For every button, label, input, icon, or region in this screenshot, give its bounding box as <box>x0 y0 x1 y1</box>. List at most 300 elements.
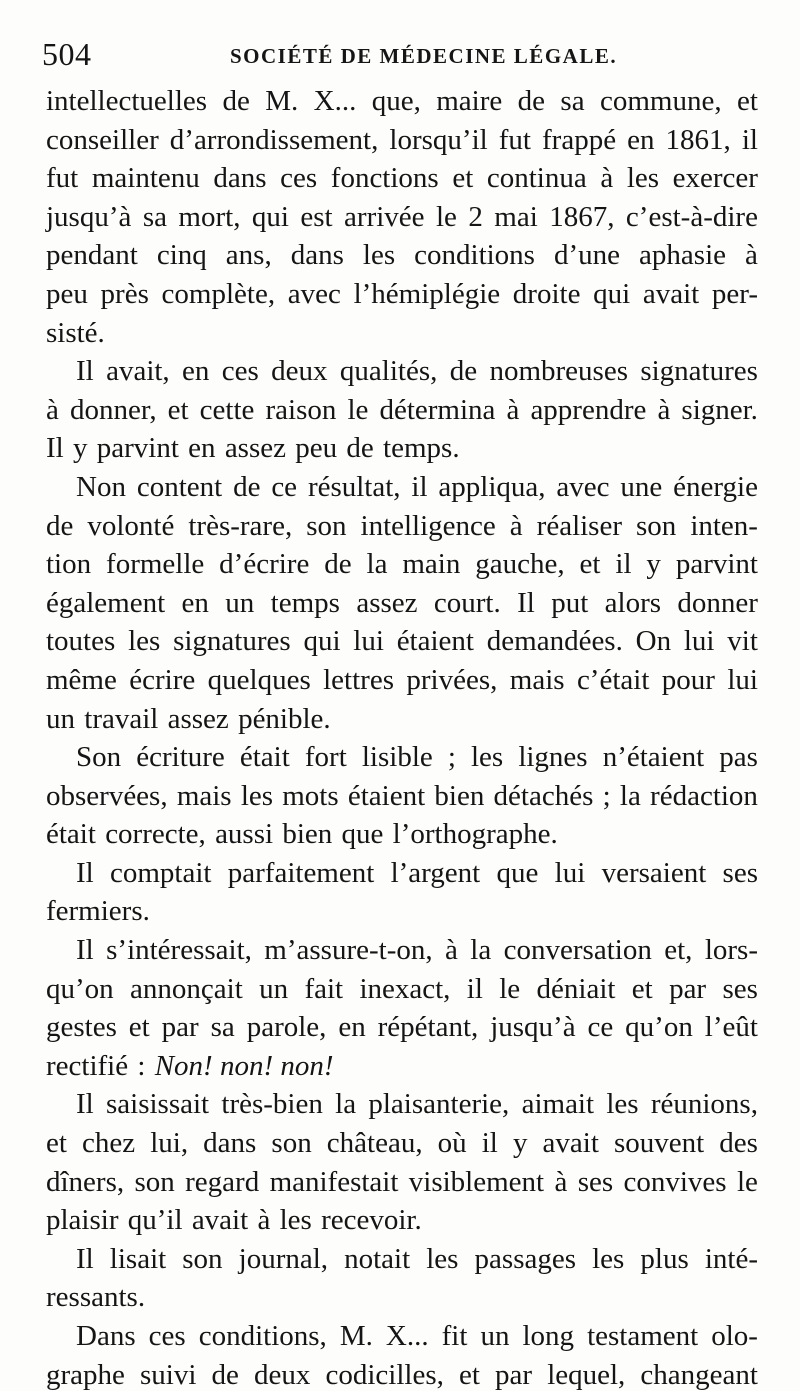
word: lisible <box>361 741 433 774</box>
word: signatures <box>640 355 758 388</box>
word: intellectuelles <box>46 85 208 117</box>
word: journal, <box>238 1242 329 1275</box>
word: par <box>669 972 707 1005</box>
word: saisissait <box>106 1088 210 1121</box>
word: travail <box>84 702 159 735</box>
word: son <box>271 1127 312 1160</box>
word: jusqu’à <box>490 1011 576 1044</box>
running-title: SOCIÉTÉ DE MÉDECINE LÉGALE. <box>230 44 618 68</box>
word: des <box>719 1127 758 1160</box>
word: inten- <box>690 509 758 542</box>
text-line <box>46 584 758 623</box>
word: et <box>46 1127 67 1160</box>
italic-exclamation: Non! non! non! <box>154 1049 334 1082</box>
text-line <box>46 1085 758 1124</box>
page-number: 504 <box>42 36 92 72</box>
word: qu’on <box>625 1011 693 1044</box>
word: donner, <box>69 393 157 426</box>
word: il <box>411 470 428 503</box>
word: il <box>741 123 758 156</box>
word: commune, <box>599 85 722 117</box>
word: en <box>182 355 210 388</box>
word: réunions, <box>650 1088 758 1121</box>
word: de <box>517 85 546 117</box>
text-line <box>46 82 758 121</box>
word: recevoir. <box>321 1204 422 1237</box>
word: l’argent <box>390 856 481 889</box>
text-line <box>46 1047 758 1086</box>
word: de <box>346 432 374 465</box>
word: gauche, <box>475 548 565 581</box>
word: tion <box>46 548 92 581</box>
word: lui <box>554 856 586 889</box>
word: qualités, <box>339 355 438 388</box>
text-line <box>46 815 758 854</box>
word: à <box>657 393 671 426</box>
word: et <box>631 972 653 1005</box>
word: regard <box>185 1165 260 1198</box>
word: arrivée <box>344 200 425 233</box>
word: aphasie <box>639 239 727 272</box>
word: : <box>137 1049 146 1082</box>
word: Il <box>76 1088 94 1121</box>
word: apprendre <box>530 393 647 426</box>
word: ce <box>587 1011 614 1044</box>
word: ce <box>271 470 298 503</box>
word: Il <box>76 934 94 967</box>
word: par <box>161 1011 199 1044</box>
body-text <box>46 82 758 1394</box>
word: son <box>182 1242 223 1275</box>
word: avait <box>642 277 700 310</box>
word: avait <box>542 1127 599 1160</box>
word: et <box>736 85 758 117</box>
word: souvent <box>613 1127 705 1160</box>
word: graphe <box>46 1358 125 1391</box>
word: Son <box>76 741 122 774</box>
word: temps <box>270 586 340 619</box>
word: à <box>745 239 758 272</box>
word: les <box>626 162 660 195</box>
word: peu <box>46 277 88 310</box>
word: temps. <box>383 432 460 465</box>
word: aussi <box>215 818 274 851</box>
word: fermiers. <box>46 895 150 928</box>
word: parfaitement <box>227 856 375 889</box>
word: mai <box>494 200 538 233</box>
word: écrire <box>129 663 196 696</box>
text-line <box>46 931 758 970</box>
word: qui <box>593 277 631 310</box>
word: assez <box>356 586 418 619</box>
word: inté- <box>704 1242 758 1275</box>
word: dans <box>290 239 344 272</box>
word: 1861, <box>665 123 731 156</box>
word: deux <box>271 355 328 388</box>
word: également <box>46 586 166 619</box>
word: n’étaient <box>602 741 705 774</box>
word: et <box>167 393 189 426</box>
word: les <box>279 1204 312 1237</box>
word: lui <box>683 625 715 658</box>
word: lui <box>353 625 384 658</box>
word: deux <box>254 1358 311 1391</box>
word: s’intéressait, <box>106 934 252 967</box>
word: par <box>495 1358 533 1391</box>
text-line <box>46 236 758 275</box>
text-line <box>46 1317 758 1356</box>
word: dans <box>203 1127 257 1160</box>
word: lisait <box>109 1242 167 1275</box>
word: étaient <box>347 779 426 812</box>
word: une <box>620 470 663 503</box>
word: vit <box>727 625 758 658</box>
text-line <box>46 854 758 893</box>
word: un <box>480 1320 510 1352</box>
word: avec <box>287 277 341 310</box>
word: Il <box>76 856 94 889</box>
word: à <box>257 1204 271 1237</box>
word: ces <box>221 355 259 388</box>
word: 1867, <box>549 200 615 233</box>
text-line <box>46 1008 758 1047</box>
text-line <box>46 1278 758 1317</box>
word: jusqu’à <box>46 200 132 233</box>
word: m’assure-t-on, <box>264 934 433 967</box>
word: parvint <box>675 548 758 581</box>
word: lui <box>727 663 758 696</box>
word: conditions, <box>198 1320 327 1352</box>
word: et, <box>664 934 693 967</box>
word: c’était <box>576 663 650 696</box>
word: résultat, <box>307 470 401 503</box>
word: M. <box>265 85 299 117</box>
word: X... <box>385 1320 429 1352</box>
word: que <box>341 818 384 851</box>
word: il <box>466 972 483 1005</box>
word: cette <box>199 393 255 426</box>
word: en <box>188 432 216 465</box>
word: sa <box>142 200 167 233</box>
word: l’hémiplégie <box>353 277 501 310</box>
word: même <box>46 663 117 696</box>
word: passages <box>474 1242 577 1275</box>
word: mais <box>176 779 232 812</box>
word: conditions <box>414 239 535 272</box>
text-line <box>46 314 758 353</box>
word: très-bien <box>221 1088 323 1121</box>
word: On <box>635 625 672 658</box>
word: appliqua, <box>438 470 546 503</box>
word: sa <box>560 85 585 117</box>
text-line <box>46 1356 758 1394</box>
word: fut <box>46 162 79 195</box>
word: en <box>338 1011 366 1044</box>
word: la <box>470 934 492 967</box>
word: maire <box>436 85 503 117</box>
word: convives <box>623 1165 727 1198</box>
word: fut <box>498 123 531 156</box>
word: lequel, <box>547 1358 626 1391</box>
word: M. <box>339 1320 373 1352</box>
text-line <box>46 507 758 546</box>
text-line <box>46 1124 758 1163</box>
word: déniait <box>536 972 616 1005</box>
text-line <box>46 622 758 661</box>
word: peu <box>295 432 338 465</box>
word: plaisir <box>46 1204 119 1237</box>
text-line <box>46 159 758 198</box>
word: lignes <box>518 741 588 774</box>
word: pendant <box>46 239 138 272</box>
word: lorsqu’il <box>389 123 488 156</box>
word: bien <box>282 818 333 851</box>
word: alors <box>604 586 662 619</box>
word: put <box>551 586 589 619</box>
word: les <box>240 779 274 812</box>
word: les <box>606 1088 639 1121</box>
word: le <box>736 1165 758 1198</box>
word: rectifié <box>46 1049 129 1082</box>
word: codicilles, <box>325 1358 444 1391</box>
word: nombreuses <box>489 355 628 388</box>
word: ces <box>148 1320 186 1352</box>
word: parvint <box>96 432 179 465</box>
word: notait <box>344 1242 411 1275</box>
word: chez <box>82 1127 136 1160</box>
word: à <box>445 934 458 967</box>
word: le <box>435 200 457 233</box>
word: les <box>362 239 396 272</box>
word: plus <box>640 1242 689 1275</box>
text-line <box>46 468 758 507</box>
word: y <box>512 1127 528 1160</box>
running-head <box>34 36 764 76</box>
word: fort <box>304 741 347 774</box>
word: de <box>233 470 261 503</box>
word: près <box>100 277 149 310</box>
word: écriture <box>136 741 225 774</box>
word: énergie <box>673 470 758 503</box>
word: olo- <box>711 1320 758 1352</box>
word: qu’il <box>127 1204 183 1237</box>
word: mort, <box>178 200 241 233</box>
word: était <box>46 818 96 851</box>
text-line <box>46 429 758 468</box>
word: son <box>306 509 347 542</box>
word: d’écrire <box>219 548 310 581</box>
word: et <box>579 548 601 581</box>
text-line <box>46 275 758 314</box>
word: volonté <box>87 509 175 542</box>
word: y <box>72 432 88 465</box>
word: qui <box>251 200 289 233</box>
word: le <box>347 393 369 426</box>
word: bien <box>434 779 485 812</box>
word: ; <box>602 779 611 812</box>
word: et <box>459 1358 480 1391</box>
word: ans, <box>225 239 272 272</box>
word: qui <box>303 625 341 658</box>
word: court. <box>433 586 501 619</box>
word: un <box>46 702 75 735</box>
word: réaliser <box>536 509 623 542</box>
word: ressants. <box>46 1281 146 1314</box>
word: cinq <box>156 239 207 272</box>
word: à <box>600 162 614 195</box>
word: et <box>128 1011 150 1044</box>
word: versaient <box>601 856 707 889</box>
word: testament <box>587 1320 699 1352</box>
word: long <box>522 1320 575 1352</box>
word: demandées. <box>486 625 623 658</box>
word: qu’on <box>46 972 114 1005</box>
word: étaient <box>396 625 474 658</box>
text-line <box>46 970 758 1009</box>
text-line <box>46 661 758 700</box>
word: conversation <box>503 934 652 967</box>
word: privées, <box>406 663 498 696</box>
word: toutes <box>46 625 116 658</box>
word: les <box>471 741 504 774</box>
word: ses <box>722 856 758 889</box>
word: visiblement <box>408 1165 545 1198</box>
word: lors- <box>704 934 758 967</box>
word: lettres <box>323 663 394 696</box>
word: main <box>402 548 461 581</box>
text-line <box>46 1201 758 1240</box>
word: lui, <box>150 1127 189 1160</box>
word: raison <box>265 393 337 426</box>
word: son <box>636 509 677 542</box>
word: détachés <box>493 779 594 812</box>
word: en <box>181 586 209 619</box>
text-line <box>46 121 758 160</box>
word: maintenu <box>91 162 200 195</box>
word: frappé <box>542 123 617 156</box>
word: il <box>615 548 632 581</box>
word: Non <box>76 470 126 503</box>
word: per- <box>711 277 758 310</box>
word: où <box>437 1127 467 1160</box>
word: l’eût <box>704 1011 758 1044</box>
word: son <box>134 1165 175 1198</box>
word: en <box>627 123 655 156</box>
text-line <box>46 391 758 430</box>
word: mais <box>509 663 565 696</box>
word: sa <box>210 1011 235 1044</box>
word: la <box>335 1088 357 1121</box>
word: détermina <box>379 393 496 426</box>
word: il <box>481 1127 498 1160</box>
word: donner <box>677 586 758 619</box>
word: assez <box>167 702 229 735</box>
word: conseiller <box>46 123 159 156</box>
text-line <box>46 700 758 739</box>
word: avec <box>556 470 610 503</box>
text-line <box>46 545 758 584</box>
word: content <box>136 470 223 503</box>
word: manifestait <box>269 1165 399 1198</box>
word: à <box>509 509 523 542</box>
word: correcte, <box>105 818 206 851</box>
word: ses <box>722 972 758 1005</box>
word: que, <box>371 85 421 117</box>
word: changeant <box>640 1358 758 1391</box>
word: rédaction <box>650 779 758 812</box>
word: observées, <box>46 779 168 812</box>
word: était <box>239 741 290 774</box>
word: Il <box>76 355 94 388</box>
word: pas <box>719 741 758 774</box>
word: pénible. <box>238 702 331 735</box>
word: parole, <box>246 1011 327 1044</box>
word: d’arrondissement, <box>169 123 379 156</box>
word: plaisanterie, <box>368 1088 510 1121</box>
word: à <box>506 393 520 426</box>
word: répétant, <box>377 1011 479 1044</box>
word: 2 <box>468 200 483 233</box>
word: mots <box>282 779 339 812</box>
word: ; <box>447 741 456 774</box>
word: gestes <box>46 1011 117 1044</box>
word: sisté. <box>46 316 105 349</box>
word: droite <box>512 277 581 310</box>
word: avait, <box>106 355 170 388</box>
word: les <box>592 1242 625 1275</box>
text-line <box>46 738 758 777</box>
word: très-rare, <box>188 509 293 542</box>
word: les <box>426 1242 459 1275</box>
word: château, <box>326 1127 423 1160</box>
word: ses <box>577 1165 614 1198</box>
word: de <box>211 1358 239 1391</box>
word: signer. <box>681 393 758 426</box>
word: exercer <box>672 162 758 195</box>
word: un <box>225 586 255 619</box>
word: y <box>646 548 661 581</box>
text-line <box>46 352 758 391</box>
word: est <box>300 200 333 233</box>
word: suivi <box>140 1358 197 1391</box>
word: ces <box>280 162 318 195</box>
word: un <box>259 972 289 1005</box>
text-line <box>46 892 758 931</box>
word: formelle <box>106 548 205 581</box>
word: complète, <box>161 277 276 310</box>
word: fait <box>304 972 344 1005</box>
word: de <box>46 509 74 542</box>
word: avait <box>191 1204 249 1237</box>
word: la <box>619 779 641 812</box>
word: et <box>452 162 474 195</box>
word: X... <box>313 85 357 117</box>
word: Dans <box>76 1320 136 1352</box>
word: c’est-à-dire <box>625 200 758 233</box>
word: la <box>366 548 388 581</box>
word: à <box>46 393 59 426</box>
text-line <box>46 1240 758 1279</box>
word: à <box>554 1165 568 1198</box>
word: comptait <box>110 856 212 889</box>
word: Il <box>517 586 535 619</box>
word: fonctions <box>330 162 439 195</box>
word: dans <box>213 162 267 195</box>
word: que <box>496 856 539 889</box>
word: l’orthographe. <box>392 818 558 851</box>
word: de <box>324 548 352 581</box>
word: de <box>222 85 250 117</box>
